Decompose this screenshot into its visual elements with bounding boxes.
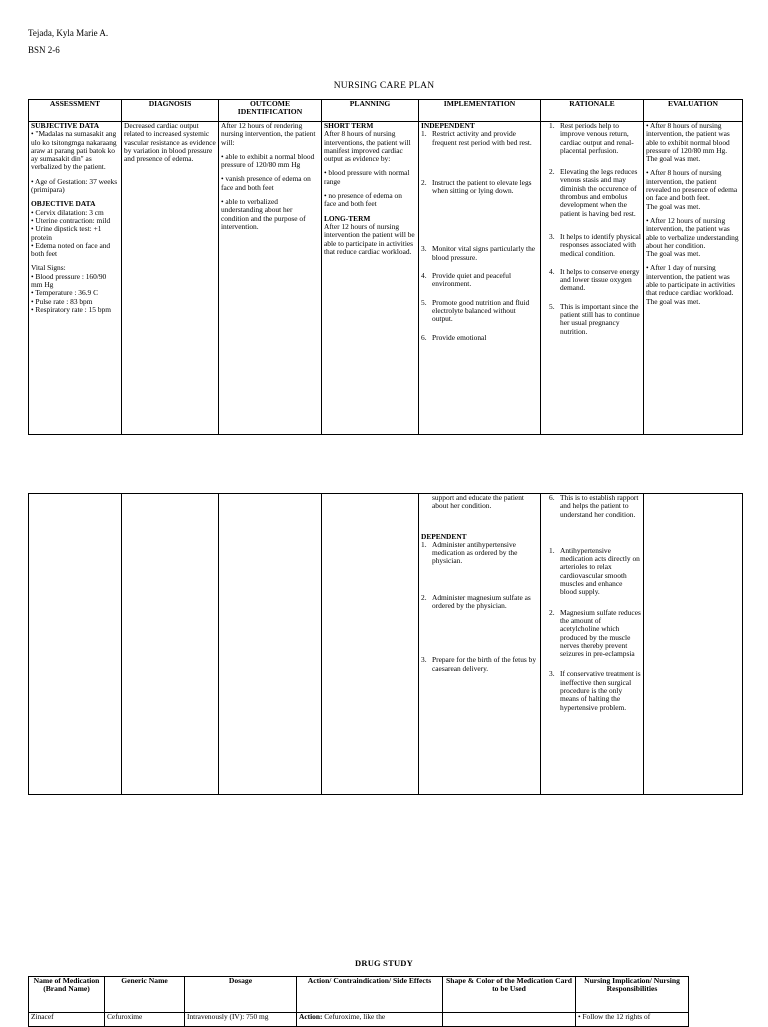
col-evaluation: EVALUATION: [644, 100, 743, 122]
rationale-item: 3. It helps to identify physical responses associated with medical condition.: [549, 231, 641, 258]
short-term-label: SHORT TERM: [324, 121, 374, 130]
drug-action-label: Action:: [299, 1012, 323, 1021]
outcome-item: • vanish presence of edema on face and both feet: [221, 174, 311, 192]
rationale-dependent-item: 2. Magnesium sulfate reduces the amount of acetylcholine which produced by the muscle nerves thereby prevent seizures in pre-eclampsia: [549, 607, 641, 659]
dependent-label: DEPENDENT: [421, 531, 467, 541]
drug-study-table: [28, 976, 689, 1027]
short-term-text: After 8 hours of nursing interventions, the patient will manifest improved cardiac output as evidence by:: [324, 129, 411, 164]
objective-item: • Urine dipstick test: +1 protein: [31, 224, 102, 242]
drug-col-action: Action/ Contraindication/ Side Effects: [297, 977, 443, 1013]
rationale-cont-cell: [541, 494, 644, 795]
rationale-item: 5. This is important since the patient still has to continue her usual pregnancy nutrition.: [549, 301, 640, 336]
col-outcome: OUTCOME IDENTIFICATION: [219, 100, 322, 122]
drug-action-text: Cefuroxime, like the: [322, 1012, 386, 1021]
evaluation-result: The goal was met.: [646, 154, 701, 164]
col-implementation: IMPLEMENTATION: [419, 100, 541, 122]
evaluation-item: • After 1 day of nursing intervention, the patient was able to participate in activities that reduce cardiac workload.: [646, 263, 736, 298]
vitals-label: Vital Signs:: [31, 263, 66, 273]
vital-sign: • Pulse rate : 83 bpm: [31, 296, 93, 306]
rationale-item: 6. This is to establish rapport and helps the patient to understand her condition.: [549, 493, 639, 519]
subjective-label: SUBJECTIVE DATA: [31, 121, 100, 130]
drug-study-title: DRUG STUDY: [355, 958, 413, 968]
dependent-item: 2. Administer magnesium sulfate as ordered by the physician.: [421, 592, 531, 611]
rationale-dependent-item: 3. If conservative treatment is ineffective then surgical procedure is the only means of halting the hypertensive problem.: [549, 669, 641, 712]
drug-dosage: Intravenously (IV): 750 mg: [185, 1013, 297, 1027]
drug-action-cell: [297, 1013, 443, 1027]
evaluation-item: • After 8 hours of nursing intervention, the patient revealed no presence of edema on face and both feet.: [646, 168, 738, 203]
subjective-quote: • "Madalas na sumasakit ang ulo ko tsitongmga nakaraang araw at parang pati batok ko ay sumasakit din" as verbalized by the patient.: [31, 129, 117, 172]
care-plan-continuation-table: [28, 493, 743, 795]
evaluation-result: The goal was met.: [646, 249, 701, 259]
objective-item: • Uterine contraction: mild: [31, 215, 111, 225]
objective-item: • Edema noted on face and both feet: [31, 240, 111, 259]
assessment-cell: [29, 122, 122, 435]
intervention-item: 1. Restrict activity and provide frequent rest period with bed rest.: [421, 129, 532, 147]
intervention-continued: support and educate the patient about her condition.: [432, 493, 524, 511]
student-section: BSN 2-6: [28, 45, 60, 55]
intervention-item: 3. Monitor vital signs particularly the blood pressure.: [421, 244, 536, 262]
evaluation-result: The goal was met.: [646, 201, 701, 211]
short-term-item: • no presence of edema on face and both feet: [324, 191, 402, 209]
intervention-item: 4. Provide quiet and peaceful environment.: [421, 271, 512, 289]
vital-sign: • Temperature : 36.9 C: [31, 288, 98, 298]
intervention-item: 2. Instruct the patient to elevate legs when sitting or lying down.: [421, 177, 532, 196]
drug-col-generic: Generic Name: [105, 977, 185, 1013]
col-diagnosis: DIAGNOSIS: [122, 100, 219, 122]
drug-col-dosage: Dosage: [185, 977, 297, 1013]
gestation: • Age of Gestation: 37 weeks (primipara): [31, 176, 118, 195]
evaluation-item: • After 12 hours of nursing intervention, the patient was able to verbalize understanding about her condition.: [646, 215, 739, 250]
evaluation-item: • After 8 hours of nursing intervention, the patient was able to exhibit normal blood pressure of 120/80 mm Hg.: [646, 121, 730, 155]
evaluation-cell: [644, 122, 743, 435]
col-assessment: ASSESSMENT: [29, 100, 122, 122]
col-planning: PLANNING: [322, 100, 419, 122]
planning-cont-cell: [322, 494, 419, 795]
independent-label: INDEPENDENT: [421, 121, 475, 130]
long-term-text: After 12 hours of nursing intervention the patient will be able to participate in activities that reduce cardiac workload.: [324, 221, 415, 256]
dependent-item: 3. Prepare for the birth of the fetus by caesarean delivery.: [421, 655, 537, 673]
objective-label: OBJECTIVE DATA: [31, 199, 96, 209]
drug-nursing: • Follow the 12 rights of: [576, 1013, 689, 1027]
intervention-item: 6. Provide emotional: [421, 332, 487, 342]
outcome-item: • able to verbalized understanding about her condition and the purpose of intervention.: [221, 197, 306, 231]
diagnosis-text: Decreased cardiac output related to increased systemic vascular resistance as evidence by variation in blood pressure and presence of edema.: [124, 121, 216, 164]
student-name: Tejada, Kyla Marie A.: [28, 28, 109, 38]
diagnosis-cell: [122, 122, 219, 435]
dependent-item: 1. Administer antihypertensive medication as ordered by the physician.: [421, 539, 518, 566]
outcome-cont-cell: [219, 494, 322, 795]
rationale-item: 4. It helps to conserve energy and lower tissue oxygen demand.: [549, 266, 640, 293]
outcome-cell: [219, 122, 322, 435]
intervention-item: 5. Promote good nutrition and fluid electrolyte balanced without output.: [421, 297, 530, 324]
drug-col-nursing: Nursing Implication/ Nursing Responsibilities: [576, 977, 689, 1013]
objective-item: • Cervix dilatation: 3 cm: [31, 207, 104, 217]
drug-col-brand: Name of Medication (Brand Name): [29, 977, 105, 1013]
evaluation-cont-cell: [644, 494, 743, 795]
long-term-label: LONG-TERM: [324, 213, 371, 223]
planning-cell: [322, 122, 419, 435]
rationale-cell: [541, 122, 644, 435]
short-term-item: • blood pressure with normal range: [324, 168, 410, 186]
outcome-item: • able to exhibit a normal blood pressure of 120/80 mm Hg: [221, 151, 315, 170]
assessment-cont-cell: [29, 494, 122, 795]
implementation-cont-cell: [419, 494, 541, 795]
care-plan-title: NURSING CARE PLAN: [333, 81, 435, 91]
rationale-dependent-item: 1. Antihypertensive medication acts directly on arterioles to relax cardiovascular smooth muscles and enhance blood supply.: [549, 545, 640, 597]
vital-sign: • Blood pressure : 160/90 mm Hg: [31, 271, 107, 290]
drug-brand: Zinacef: [29, 1013, 105, 1027]
outcome-intro: After 12 hours of rendering nursing intervention, the patient will:: [221, 121, 316, 147]
rationale-item: 2. Elevating the legs reduces venous stasis and may diminish the occurence of thrombus and embolus development when the patient is having bed rest.: [549, 167, 638, 218]
implementation-cell: [419, 122, 541, 435]
col-rationale: RATIONALE: [541, 100, 644, 122]
vital-sign: • Respiratory rate : 15 bpm: [31, 304, 111, 314]
drug-shape: [443, 1013, 576, 1027]
evaluation-result: The goal was met.: [646, 296, 701, 306]
drug-generic: Cefuroxime: [105, 1013, 185, 1027]
care-plan-table: [28, 99, 743, 435]
diagnosis-cont-cell: [122, 494, 219, 795]
rationale-item: 1. Rest periods help to improve venous return, cardiac output and renal-placental perfusion.: [549, 121, 634, 155]
drug-col-shape: Shape & Color of the Medication Card to be Used: [443, 977, 576, 1013]
